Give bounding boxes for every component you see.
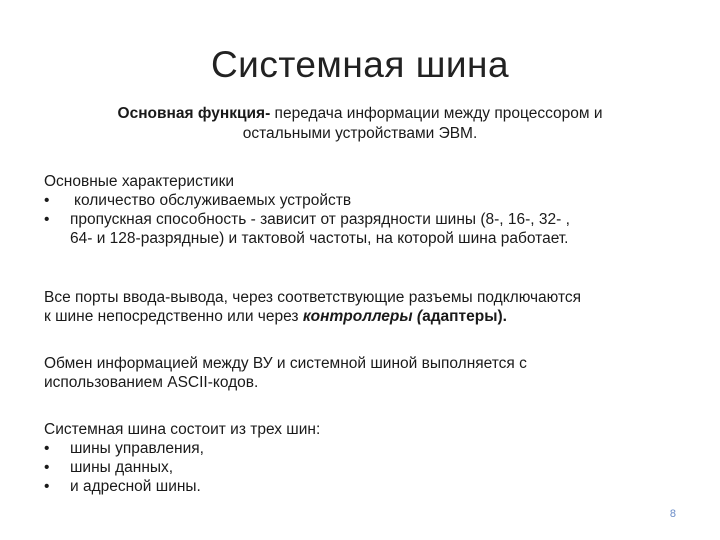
composition-item-text: шины управления, xyxy=(70,440,204,457)
composition-item-text: и адресной шины. xyxy=(70,478,201,495)
exchange-line-2: использованием ASCII-кодов. xyxy=(44,374,259,391)
exchange-line-1: Обмен информацией между ВУ и системной шиной выполняется с xyxy=(44,355,527,372)
characteristics-item-text: количество обслуживаемых устройств xyxy=(74,192,352,209)
ports-line-1: Все порты ввода-вывода, через соответствующие разъемы подключаются xyxy=(44,289,582,306)
composition-item xyxy=(44,439,694,458)
bullet: • xyxy=(44,211,50,228)
ports-paragraph xyxy=(44,288,694,326)
ports-line-2 xyxy=(44,307,694,326)
main-function-text xyxy=(60,104,660,144)
characteristics-heading: Основные характеристики xyxy=(44,173,235,190)
main-function-line-1 xyxy=(60,104,660,124)
main-function-line-1-rest: передача информации между процессором и xyxy=(270,105,603,122)
characteristics-item xyxy=(44,210,694,248)
bullet: • xyxy=(44,459,50,476)
composition-heading: Системная шина состоит из трех шин: xyxy=(44,421,321,438)
bullet: • xyxy=(44,440,50,457)
composition-item-text: шины данных, xyxy=(70,459,174,476)
slide-title: Системная шина xyxy=(210,44,510,85)
controllers-term: контроллеры ( xyxy=(302,308,423,325)
adapters-term: адаптеры). xyxy=(422,308,507,325)
characteristics-item-line: пропускная способность - зависит от разрядности шины (8-, 16-, 32- , xyxy=(70,211,570,228)
main-function-line-2: остальными устройствами ЭВМ. xyxy=(242,125,478,142)
composition-item xyxy=(44,477,694,496)
characteristics-item-text xyxy=(70,210,570,248)
characteristics-item xyxy=(44,191,694,210)
characteristics-item-line: 64- и 128-разрядные) и тактовой частоты, на которой шина работает. xyxy=(70,230,569,247)
bullet: • xyxy=(44,478,50,495)
bullet: • xyxy=(44,192,50,209)
page-number: 8 xyxy=(669,508,676,520)
ports-line-2-start: к шине непосредственно или через xyxy=(44,308,303,325)
main-function-label: Основная функция- xyxy=(117,105,271,122)
characteristics-section xyxy=(44,172,694,248)
exchange-paragraph xyxy=(44,354,694,392)
composition-item xyxy=(44,458,694,477)
composition-section xyxy=(44,420,694,496)
